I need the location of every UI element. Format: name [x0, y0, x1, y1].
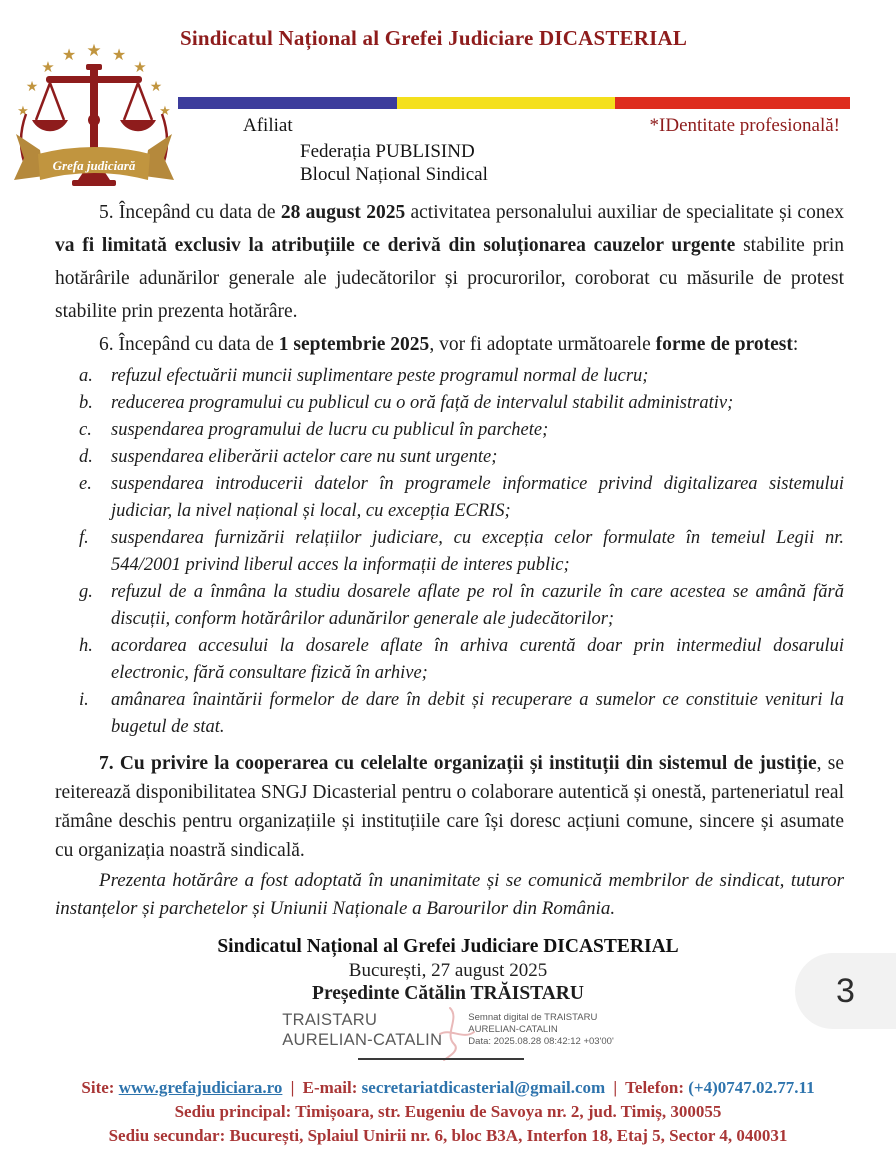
list-item-text: refuzul de a înmâna la studiu dosarele aflate pe rol în cazurile în care acestea se amână fără discuții, conform hotărârilor adunărilor generale ale judecătorilor;: [111, 582, 844, 629]
phone-label: Telefon:: [625, 1078, 684, 1097]
romanian-flag-stripe: [178, 97, 850, 109]
digital-signature-name: [282, 1010, 442, 1050]
closing-note: Prezenta hotărâre a fost adoptată în unanimitate și se comunică membrilor de sindicat, tuturor instanțelor și parchetelor și Uniunii Naționale a Barourilor din România.: [55, 870, 844, 919]
signature-president: Președinte Cătălin TRĂISTARU: [312, 983, 584, 1004]
flag-yellow-segment: [397, 97, 615, 109]
list-item-marker: h.: [79, 636, 93, 656]
flag-blue-segment: [178, 97, 397, 109]
paragraph-6: 6. Începând cu data de 1 septembrie 2025, vor fi adoptate următoarele forme de protest:: [99, 334, 799, 355]
list-item-marker: b.: [79, 393, 93, 413]
signature-org-name: Sindicatul Național al Grefei Judiciare DICASTERIAL: [217, 936, 679, 957]
protest-list-item: [55, 687, 844, 741]
document-footer: [0, 1076, 896, 1148]
list-item-text: reducerea programului cu publicul cu o oră față de intervalul stabilit administrativ;: [111, 393, 734, 413]
footer-address-secondary: Sediu secundar: București, Splaiul Unirii nr. 6, bloc B3A, Interfon 18, Etaj 5, Sector 4, 040031: [108, 1126, 788, 1145]
list-item-marker: e.: [79, 474, 92, 494]
list-item-marker: c.: [79, 420, 92, 440]
identity-slogan: *IDentitate profesională!: [649, 115, 840, 136]
svg-text:★: ★: [41, 58, 55, 76]
list-item-text: suspendarea programului de lucru cu publicul în parchete;: [111, 420, 549, 440]
email-label: E-mail:: [302, 1078, 358, 1097]
footer-separator: |: [613, 1078, 618, 1097]
list-item-marker: f.: [79, 528, 89, 548]
paragraph-7: 7. Cu privire la cooperarea cu celelalte organizații și instituții din sistemul de justiție, se reiterează disponibilitatea SNGJ Dicasterial pentru o colaborare autentică și onestă, parteneriatul real rămâne deschis pentru organizațiile și instituțiile care își doresc acțiuni comune, sincere și asumate cu organizația noastră sindicală.: [55, 753, 844, 861]
digital-signature-details: [468, 1012, 613, 1048]
site-link[interactable]: www.grefajudiciara.ro: [118, 1078, 283, 1097]
list-item-text: suspendarea eliberării actelor care nu sunt urgente;: [111, 447, 498, 467]
svg-text:★: ★: [133, 58, 147, 76]
protest-list-item: [55, 525, 844, 579]
org-logo-scales-icon: [10, 22, 178, 194]
email-link[interactable]: secretariatdicasterial@gmail.com: [361, 1078, 606, 1097]
digital-note-line2: AURELIAN-CATALIN: [468, 1024, 558, 1035]
list-item-marker: d.: [79, 447, 93, 467]
svg-text:★: ★: [149, 79, 163, 95]
digital-name-line1: TRAISTARU: [282, 1011, 378, 1029]
svg-text:★: ★: [86, 41, 102, 61]
footer-address-main: Sediu principal: Timișoara, str. Eugeniu de Savoya nr. 2, jud. Timiș, 300055: [174, 1102, 722, 1121]
affiliation-bns: Blocul Național Sindical: [300, 164, 488, 185]
page-title: Sindicatul Național al Grefei Judiciare DICASTERIAL: [180, 26, 688, 50]
footer-separator: |: [290, 1078, 295, 1097]
affiliation-publisind: Federația PUBLISIND: [300, 141, 475, 162]
document-body: [55, 196, 844, 923]
protest-list-item: [55, 579, 844, 633]
digital-note-line1: Semnat digital de TRAISTARU: [468, 1012, 598, 1023]
svg-text:★: ★: [111, 45, 127, 64]
logo-caption: Grefa judiciară: [52, 158, 136, 173]
list-item-text: suspendarea furnizării relațiilor judiciare, cu excepția celor formulate în temeiul Legii nr. 544/2001 privind liberul acces la informații de interes public;: [111, 528, 844, 575]
paragraph-5: 5. Începând cu data de 28 august 2025 activitatea personalului auxiliar de specialitate și conex va fi limitată exclusiv la atribuțiile ce derivă din soluționarea cauzelor urgente stabilite prin hotărârile adunărilor generale ale judecătorilor și procurorilor, coroborat cu măsurile de protest stabilite prin prezenta hotărâre.: [55, 202, 844, 322]
list-item-marker: i.: [79, 690, 89, 710]
protest-list-item: [55, 633, 844, 687]
svg-text:★: ★: [17, 104, 29, 119]
affiliated-label: Afiliat: [243, 115, 293, 136]
list-item-text: suspendarea introducerii datelor în programele informatice privind digitalizarea sistemului judiciar, la nivel național și local, cu excepția ECRIS;: [111, 474, 844, 521]
phone-link[interactable]: (+4)0747.02.77.11: [688, 1078, 815, 1097]
list-item-marker: a.: [79, 366, 93, 386]
digital-name-line2: AURELIAN-CATALIN: [282, 1031, 443, 1049]
svg-text:★: ★: [159, 104, 171, 119]
protest-list-item: [55, 444, 844, 471]
svg-text:★: ★: [25, 79, 39, 95]
footer-contact-line: [0, 1076, 896, 1100]
list-item-text: refuzul efectuării muncii suplimentare peste programul normal de lucru;: [111, 366, 649, 386]
page-number: 3: [836, 971, 855, 1010]
list-item-text: acordarea accesului la dosarele aflate în arhiva curentă doar prin intermediul dosarului electronic, fără consultare fizică în arhive;: [111, 636, 844, 683]
site-label: Site:: [81, 1078, 115, 1097]
flag-red-segment: [615, 97, 850, 109]
protest-list-item: [55, 363, 844, 390]
signature-place-date: București, 27 august 2025: [348, 960, 548, 981]
protest-forms-list: [55, 363, 844, 741]
svg-text:★: ★: [61, 45, 77, 64]
protest-list-item: [55, 471, 844, 525]
page-number-pill: [795, 953, 896, 1029]
signature-underline: [358, 1058, 524, 1060]
protest-list-item: [55, 390, 844, 417]
protest-list-item: [55, 417, 844, 444]
list-item-marker: g.: [79, 582, 93, 602]
digital-note-line3: Data: 2025.08.28 08:42:12 +03'00': [468, 1036, 614, 1047]
list-item-text: amânarea înaintării formelor de dare în debit și recuperare a sumelor ce constituie venituri la bugetul de stat.: [111, 690, 844, 737]
handwritten-signature-mark-icon: [430, 1004, 488, 1062]
